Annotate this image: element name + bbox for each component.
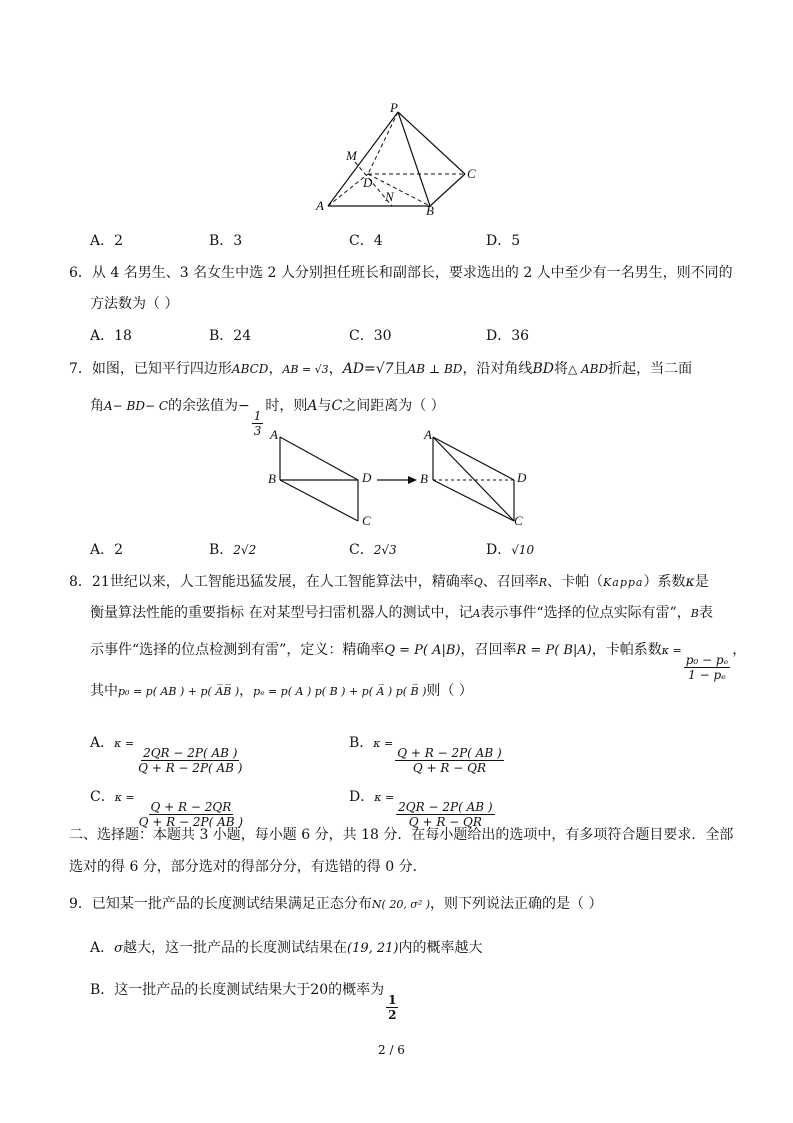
section2-line1: 二、选择题：本题共 3 小题，每小题 6 分，共 18 分．在每小题给出的选项中，有多项符合题目要求．全部 [69, 827, 734, 843]
q9-option-a [90, 938, 483, 959]
q8-l3a: 示事件“选择的位点检测到有雷”，定义：精确率 [90, 642, 385, 658]
label-P: P [390, 100, 398, 115]
q6-option-b: B．24 [209, 328, 252, 344]
q7-fig-right-B: B [420, 471, 428, 486]
q9-opta-label: A． [90, 940, 115, 956]
q7-neg: − [238, 398, 250, 414]
q7-option-b: B．2√2 [209, 542, 257, 558]
q7-A: A [307, 398, 318, 414]
q8-l4a: 其中 [90, 683, 118, 699]
q7-abcd: ABCD [231, 362, 269, 376]
q9-opta-text: 越大，这一批产品的长度测试结果在 [123, 940, 347, 956]
q7-l2a: 角 [90, 398, 104, 414]
q6-line2: 方法数为（ ） [90, 296, 179, 312]
label-B: B [426, 203, 434, 218]
q8-l1a: 8． [69, 574, 92, 590]
q9-half: $\frac{1}{2}$ [388, 993, 397, 1022]
q7-line1: 7．如图，已知平行四边形ABCD，AB = √3，AD=√7且AB ⊥ BD，沿对角线BD将△ ABD折起，当二面 [69, 361, 693, 377]
q7-fig-right-D: D [517, 470, 527, 485]
q7-fig-left-A: A [270, 427, 278, 442]
q7-l2c: 时，则 [265, 398, 308, 414]
q7-fig-left-B: B [268, 471, 276, 486]
page-number: 2 / 6 [378, 1043, 405, 1057]
q9-l1b: ，则下列说法正确的是（ ） [430, 896, 603, 912]
q8-r-def: R = P( B|A) [516, 643, 592, 658]
q8-line2 [90, 603, 713, 624]
q8-Q: Q [473, 576, 483, 589]
q7-C: C [331, 398, 343, 414]
q5-option-a: A．2 [90, 233, 124, 249]
q8-l3c: ，卡帕系数 [591, 642, 662, 658]
pyramid-figure [310, 98, 490, 216]
q8-kappa-word: Kappa [603, 576, 644, 589]
q7-fraction: $\frac{1}{3}$ [253, 409, 262, 438]
q8-l2c: 表 [698, 605, 713, 621]
q9-opta-tail: 内的概率越大 [398, 940, 483, 956]
q7-ad-eq: AD=√7 [342, 361, 394, 377]
label-N: N [385, 189, 394, 204]
q8-l1f: 是 [694, 574, 709, 590]
q8-k-fraction: $\frac{\text{p₀ − pₑ}}{\text{1 − pₑ}}$ [685, 653, 729, 682]
q8-l1e: ）系数 [643, 574, 686, 590]
label-M: M [346, 148, 357, 163]
q8-p0-def: p₀ = p( AB ) + p( A̅B̅ ) [118, 685, 240, 698]
q7-with: 与 [317, 398, 332, 414]
q9-option-b [90, 980, 400, 1022]
q8-l4c: 则（ ） [426, 683, 473, 699]
q7-fig-left-C: C [362, 513, 371, 528]
q7-option-d-math: √10 [511, 543, 535, 557]
q7-text-4: 折起，当二面 [608, 361, 693, 377]
q7-fig-left-D: D [362, 470, 372, 485]
q8-l3b: ，召回率 [460, 642, 517, 658]
q7-l2b: 的余弦值为 [168, 398, 239, 414]
q8-k-lhs: κ = [661, 644, 682, 657]
q7-option-a: A．2 [90, 542, 124, 558]
q7-option-d: D．√10 [486, 542, 535, 558]
q7-perp: AB ⊥ BD [407, 362, 463, 376]
q5-option-b: B．3 [209, 233, 243, 249]
q7-angle: A− BD− C [104, 399, 169, 413]
q8-l2a: 衡量算法性能的重要指标 在对某型号扫雷机器人的测试中，记 [90, 605, 473, 621]
q7-option-b-math: 2√2 [233, 543, 257, 557]
q7-l2d: 之间距离为（ ） [342, 398, 445, 414]
q7-text-2: ，沿对角线 [462, 361, 533, 377]
q9-sigma: σ [114, 941, 123, 956]
q8-l1b: 世纪以来，人工智能迅猛发展，在人工智能算法中，精确率 [109, 574, 474, 590]
q8-A: A [472, 607, 481, 620]
q5-option-d: D．5 [486, 233, 521, 249]
label-D: D [363, 175, 373, 190]
q9-optb-mid: 的概率为 [328, 982, 385, 998]
q8-line4 [90, 681, 473, 702]
q9-line1 [69, 894, 602, 915]
q7-bd: BD [532, 361, 554, 377]
q8-line3 [90, 640, 746, 682]
q6-option-c: C．30 [349, 328, 392, 344]
label-C: C [467, 166, 476, 181]
q8-line1 [69, 572, 709, 593]
q6-option-a: A．18 [90, 328, 132, 344]
q7-and: 且 [393, 361, 408, 377]
q8-R: R [538, 576, 548, 589]
q7-option-c-math: 2√3 [373, 543, 397, 557]
q7-ab-eq: AB = √3 [282, 363, 329, 376]
q6-option-d: D．36 [486, 328, 530, 344]
q7-text-3: 将 [553, 361, 568, 377]
label-A: A [316, 198, 324, 213]
q8-l1d: 、卡帕（ [547, 574, 604, 590]
q8-l2b: 表示事件“选择的位点实际有雷”， [480, 605, 691, 621]
q7-triangle: △ ABD [567, 362, 609, 376]
q7-fig-right-C: C [514, 513, 523, 528]
q9-twenty: 20 [310, 982, 329, 998]
q8-option-c: C．κ = $\frac{Q + R - 2QR}{Q + R - 2P( AB )}$ [90, 789, 244, 829]
q8-option-d: D．κ = $\frac{2QR - 2P( AB )}{Q + R - QR}$ [349, 789, 493, 829]
q7-figure [265, 425, 535, 535]
q8-kappa: κ [685, 574, 695, 590]
q9-l1a: 9．已知某一批产品的长度测试结果满足正态分布 [69, 896, 372, 912]
q7-option-c: C．2√3 [349, 542, 397, 558]
q8-l4b: ， [239, 683, 254, 699]
q5-option-c: C．4 [349, 233, 383, 249]
section2-line2: 选对的得 6 分，部分选对的得部分分，有选错的得 0 分． [69, 859, 427, 875]
q9-interval: (19, 21) [347, 941, 399, 956]
q8-pe-def: pₑ = p( A ) p( B ) + p( A̅ ) p( B̅ ) [253, 685, 427, 698]
q8-B: B [690, 607, 699, 620]
q6-line1: 6．从 4 名男生、3 名女生中选 2 人分别担任班长和副部长，要求选出的 2 人中至少有一名男生，则不同的 [69, 265, 733, 281]
q8-option-b: B．κ = $\frac{Q + R - 2P( AB )}{Q + R - QR}$ [349, 735, 502, 775]
q8-l1c: 、召回率 [482, 574, 539, 590]
q9-dist: N( 20, σ² ) [371, 898, 431, 911]
q7-text-1: 7．如图，已知平行四边形 [69, 361, 232, 377]
q8-option-a: A．κ = $\frac{2QR - 2P( AB )}{Q + R - 2P( AB )}$ [90, 735, 243, 775]
q8-century: 21 [91, 574, 110, 590]
q9-optb-text: B．这一批产品的长度测试结果大于 [90, 982, 311, 998]
q7-fig-right-A: A [424, 427, 432, 442]
q8-l3d: ， [732, 642, 747, 658]
q8-q-def: Q = P( A|B) [384, 643, 461, 658]
